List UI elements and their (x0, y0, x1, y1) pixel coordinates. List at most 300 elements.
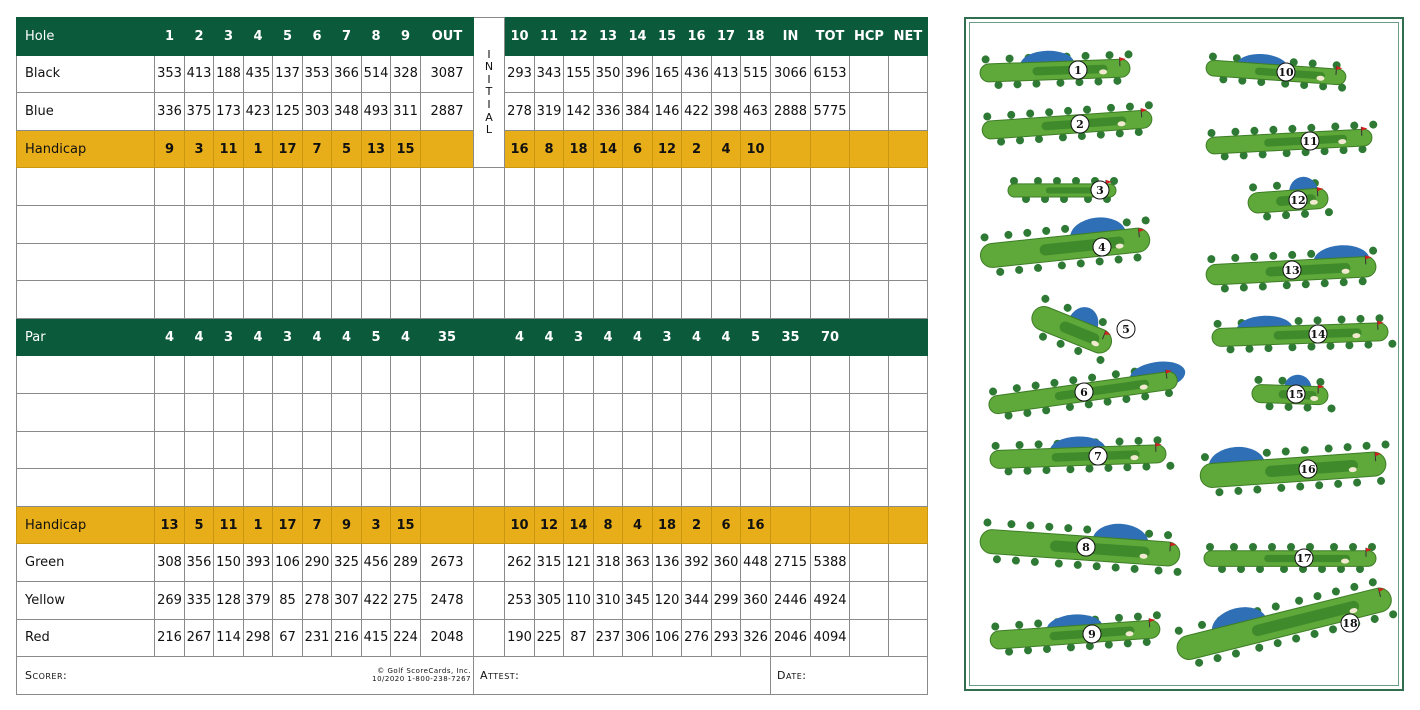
out-cell[interactable] (421, 243, 474, 281)
score-cell[interactable] (391, 431, 421, 469)
score-cell[interactable] (505, 243, 535, 281)
hole-number: 1 (155, 18, 185, 56)
hole-number-label: 8 (1082, 541, 1090, 554)
score-cell[interactable] (185, 243, 214, 281)
score-cell[interactable] (391, 393, 421, 431)
score-cell[interactable] (273, 431, 303, 469)
tree-icon (1107, 104, 1116, 113)
tree-icon (1302, 280, 1310, 288)
cell-out: 2673 (421, 544, 474, 582)
total-cell[interactable] (889, 205, 928, 243)
score-cell[interactable] (682, 243, 712, 281)
score-cell[interactable] (535, 243, 564, 281)
cell-hole-3: 11 (214, 130, 244, 168)
score-cell[interactable] (712, 168, 741, 206)
cell-hole-6: 7 (303, 130, 332, 168)
score-cell[interactable] (594, 205, 623, 243)
total-cell[interactable] (850, 393, 889, 431)
copyright-line: © Golf ScoreCards, Inc. (377, 667, 471, 676)
score-cell[interactable] (594, 393, 623, 431)
score-cell[interactable] (155, 281, 185, 319)
tree-icon (1281, 447, 1290, 456)
score-cell[interactable] (535, 356, 564, 394)
cell-hole-12: 87 (564, 619, 594, 657)
copyright-line: 10/2020 1-800-238-7267 (372, 675, 471, 684)
total-cell[interactable] (889, 469, 928, 507)
score-cell[interactable] (214, 393, 244, 431)
score-cell[interactable] (564, 168, 594, 206)
total-cell[interactable] (811, 281, 850, 319)
player-name-cell[interactable] (17, 431, 155, 469)
total-cell[interactable] (771, 243, 811, 281)
tree-icon (1114, 255, 1123, 264)
score-cell[interactable] (273, 205, 303, 243)
hole-number: 9 (391, 18, 421, 56)
score-cell[interactable] (564, 469, 594, 507)
cell-tot: 5388 (811, 544, 850, 582)
score-cell[interactable] (712, 281, 741, 319)
initial-cell[interactable] (474, 431, 505, 469)
tree-icon (1375, 314, 1383, 322)
out-cell[interactable] (421, 393, 474, 431)
total-cell[interactable] (850, 469, 889, 507)
score-cell[interactable] (214, 431, 244, 469)
total-cell[interactable] (771, 168, 811, 206)
score-cell[interactable] (594, 168, 623, 206)
score-cell[interactable] (505, 356, 535, 394)
hole-number-label: 4 (1098, 241, 1106, 254)
score-cell[interactable] (303, 205, 332, 243)
score-cell[interactable] (682, 356, 712, 394)
total-cell[interactable] (889, 281, 928, 319)
player-name-cell[interactable] (17, 205, 155, 243)
score-entry-row (17, 168, 928, 206)
hole-number: 14 (623, 18, 653, 56)
score-cell[interactable] (244, 281, 273, 319)
total-cell[interactable] (850, 431, 889, 469)
tree-icon (1334, 480, 1343, 489)
tree-icon (1061, 224, 1070, 233)
cell-hole-8: 422 (362, 581, 391, 619)
score-cell[interactable] (303, 243, 332, 281)
score-cell[interactable] (535, 205, 564, 243)
total-cell[interactable] (850, 281, 889, 319)
score-cell[interactable] (303, 168, 332, 206)
score-cell[interactable] (362, 281, 391, 319)
score-cell[interactable] (214, 469, 244, 507)
total-cell[interactable] (889, 356, 928, 394)
score-cell[interactable] (391, 205, 421, 243)
tree-icon (1362, 442, 1371, 451)
scorer-field[interactable] (17, 657, 474, 695)
score-cell[interactable] (594, 469, 623, 507)
cell-in: 2715 (771, 544, 811, 582)
score-cell[interactable] (155, 243, 185, 281)
score-cell[interactable] (535, 469, 564, 507)
score-cell[interactable] (273, 281, 303, 319)
score-cell[interactable] (303, 393, 332, 431)
tree-icon (1034, 619, 1043, 628)
tree-icon (1153, 611, 1162, 620)
tree-icon (1207, 129, 1215, 137)
score-cell[interactable] (682, 205, 712, 243)
score-cell[interactable] (505, 393, 535, 431)
cell-hole-11: 305 (535, 581, 564, 619)
score-cell[interactable] (273, 168, 303, 206)
score-cell[interactable] (623, 243, 653, 281)
out-cell[interactable] (421, 168, 474, 206)
cell-hole-4: 298 (244, 619, 273, 657)
cell-hole-1: 353 (155, 55, 185, 93)
out-cell[interactable] (421, 356, 474, 394)
score-cell[interactable] (741, 431, 771, 469)
score-cell[interactable] (214, 281, 244, 319)
score-cell[interactable] (244, 393, 273, 431)
total-cell[interactable] (850, 356, 889, 394)
hole-number-label: 2 (1076, 118, 1084, 131)
initial-cell[interactable] (474, 168, 505, 206)
tree-icon (1115, 437, 1123, 445)
cell-hole-3: 188 (214, 55, 244, 93)
initial-letter: A (485, 110, 493, 124)
score-cell[interactable] (303, 431, 332, 469)
total-cell[interactable] (850, 243, 889, 281)
tree-icon (1343, 443, 1352, 452)
tree-icon (1350, 582, 1360, 592)
row-green (17, 544, 928, 582)
score-cell[interactable] (741, 243, 771, 281)
score-cell[interactable] (623, 205, 653, 243)
score-cell[interactable] (155, 356, 185, 394)
total-cell[interactable] (811, 393, 850, 431)
score-cell[interactable] (391, 356, 421, 394)
total-cell[interactable] (771, 469, 811, 507)
score-cell[interactable] (682, 469, 712, 507)
score-cell[interactable] (564, 356, 594, 394)
total-cell[interactable] (771, 281, 811, 319)
score-cell[interactable] (391, 168, 421, 206)
score-cell[interactable] (741, 356, 771, 394)
hole-number-label: 11 (1302, 135, 1318, 148)
score-cell[interactable] (332, 168, 362, 206)
score-cell[interactable] (155, 469, 185, 507)
score-cell[interactable] (244, 356, 273, 394)
tree-icon (1253, 485, 1262, 494)
total-cell[interactable] (811, 431, 850, 469)
cell-hole-10: 190 (505, 619, 535, 657)
total-cell[interactable] (811, 205, 850, 243)
score-cell[interactable] (155, 393, 185, 431)
cell-hole-10: 16 (505, 130, 535, 168)
par-value: 4 (535, 318, 564, 356)
score-cell[interactable] (362, 168, 391, 206)
score-cell[interactable] (682, 168, 712, 206)
score-cell[interactable] (214, 243, 244, 281)
score-cell[interactable] (712, 243, 741, 281)
score-cell[interactable] (535, 431, 564, 469)
score-cell[interactable] (185, 393, 214, 431)
score-cell[interactable] (564, 281, 594, 319)
score-cell[interactable] (155, 168, 185, 206)
score-cell[interactable] (535, 393, 564, 431)
score-cell[interactable] (244, 469, 273, 507)
score-cell[interactable] (391, 469, 421, 507)
player-name-cell[interactable] (17, 281, 155, 319)
hole-number-label: 6 (1080, 386, 1088, 399)
total-cell[interactable] (771, 205, 811, 243)
cell-hole-8: 13 (362, 130, 391, 168)
total-cell[interactable] (889, 168, 928, 206)
score-cell[interactable] (712, 431, 741, 469)
score-cell[interactable] (273, 356, 303, 394)
tree-icon (993, 555, 1002, 564)
score-cell[interactable] (682, 281, 712, 319)
score-cell[interactable] (185, 469, 214, 507)
cell-hole-3: 114 (214, 619, 244, 657)
score-cell[interactable] (332, 393, 362, 431)
score-cell[interactable] (155, 205, 185, 243)
tree-icon (1350, 121, 1358, 129)
score-cell[interactable] (712, 356, 741, 394)
score-cell[interactable] (332, 281, 362, 319)
score-cell[interactable] (741, 205, 771, 243)
cell-net (889, 130, 928, 168)
total-cell[interactable] (850, 168, 889, 206)
out-cell[interactable] (421, 431, 474, 469)
cell-in: 2888 (771, 93, 811, 131)
score-cell[interactable] (362, 431, 391, 469)
tree-icon (1015, 621, 1024, 630)
score-cell[interactable] (653, 281, 682, 319)
tree-icon (1269, 252, 1277, 260)
score-cell[interactable] (214, 205, 244, 243)
initial-cell[interactable] (474, 393, 505, 431)
total-cell[interactable] (771, 431, 811, 469)
score-cell[interactable] (535, 168, 564, 206)
score-cell[interactable] (653, 469, 682, 507)
score-cell[interactable] (623, 431, 653, 469)
tree-icon (1026, 109, 1035, 118)
cell-tot (811, 130, 850, 168)
score-cell[interactable] (564, 205, 594, 243)
score-cell[interactable] (332, 243, 362, 281)
total-cell[interactable] (889, 243, 928, 281)
score-cell[interactable] (594, 281, 623, 319)
score-cell[interactable] (535, 281, 564, 319)
score-cell[interactable] (505, 281, 535, 319)
tree-icon (1076, 259, 1085, 268)
tree-icon (1015, 266, 1024, 275)
score-cell[interactable] (185, 168, 214, 206)
row-label: Handicap (17, 130, 155, 168)
hole-number: 7 (332, 18, 362, 56)
score-cell[interactable] (244, 431, 273, 469)
cell-hole-5: 17 (273, 130, 303, 168)
cell-hcp (850, 544, 889, 582)
score-cell[interactable] (712, 469, 741, 507)
score-cell[interactable] (653, 356, 682, 394)
tree-icon (1134, 612, 1143, 621)
initial-cell[interactable] (474, 243, 505, 281)
cell-hole-8: 456 (362, 544, 391, 582)
hole-diagram (1171, 571, 1398, 671)
score-cell[interactable] (303, 469, 332, 507)
cell-hole-14: 345 (623, 581, 653, 619)
tree-icon (1031, 381, 1040, 390)
score-cell[interactable] (741, 168, 771, 206)
score-cell[interactable] (712, 393, 741, 431)
score-cell[interactable] (214, 356, 244, 394)
score-cell[interactable] (391, 281, 421, 319)
score-entry-row (17, 356, 928, 394)
hole-diagram (981, 101, 1155, 147)
score-cell[interactable] (682, 393, 712, 431)
cell-in: 2046 (771, 619, 811, 657)
tree-icon (1288, 251, 1296, 259)
score-cell[interactable] (244, 243, 273, 281)
tree-icon (1273, 181, 1282, 190)
tree-icon (1083, 105, 1092, 114)
initial-cell[interactable] (474, 205, 505, 243)
score-cell[interactable] (273, 469, 303, 507)
out-cell[interactable] (421, 469, 474, 507)
score-cell[interactable] (623, 356, 653, 394)
tree-icon (1250, 253, 1258, 261)
score-cell[interactable] (653, 243, 682, 281)
par-value: 4 (155, 318, 185, 356)
score-cell[interactable] (505, 168, 535, 206)
total-cell[interactable] (771, 356, 811, 394)
score-cell[interactable] (564, 431, 594, 469)
score-cell[interactable] (741, 393, 771, 431)
score-cell[interactable] (332, 431, 362, 469)
player-name-cell[interactable] (17, 356, 155, 394)
cell-hole-15: 146 (653, 93, 682, 131)
tot-header: TOT (811, 18, 850, 56)
hole-diagram (1211, 311, 1396, 354)
score-cell[interactable] (623, 469, 653, 507)
cell-hole-16: 2 (682, 506, 712, 544)
score-cell[interactable] (185, 281, 214, 319)
score-cell[interactable] (185, 431, 214, 469)
hole-diagrams (966, 19, 1402, 689)
score-cell[interactable] (391, 243, 421, 281)
score-cell[interactable] (623, 393, 653, 431)
tree-icon (1133, 253, 1142, 262)
total-cell[interactable] (811, 243, 850, 281)
par-value: 3 (564, 318, 594, 356)
tree-icon (1012, 556, 1021, 565)
cell-hole-3: 173 (214, 93, 244, 131)
score-cell[interactable] (741, 281, 771, 319)
total-cell[interactable] (889, 431, 928, 469)
score-cell[interactable] (362, 393, 391, 431)
total-cell[interactable] (811, 168, 850, 206)
initial-cell[interactable] (474, 281, 505, 319)
tree-icon (1370, 614, 1380, 624)
out-cell[interactable] (421, 205, 474, 243)
score-cell[interactable] (303, 356, 332, 394)
score-cell[interactable] (244, 168, 273, 206)
score-cell[interactable] (332, 469, 362, 507)
cell-hole-6: 290 (303, 544, 332, 582)
score-cell[interactable] (594, 431, 623, 469)
score-cell[interactable] (362, 469, 391, 507)
score-cell[interactable] (362, 356, 391, 394)
score-cell[interactable] (362, 243, 391, 281)
score-cell[interactable] (564, 393, 594, 431)
score-cell[interactable] (682, 431, 712, 469)
score-cell[interactable] (623, 168, 653, 206)
score-cell[interactable] (332, 356, 362, 394)
score-cell[interactable] (505, 205, 535, 243)
total-cell[interactable] (771, 393, 811, 431)
total-cell[interactable] (811, 356, 850, 394)
score-cell[interactable] (362, 205, 391, 243)
score-cell[interactable] (155, 431, 185, 469)
attest-label: Attest: (480, 668, 520, 682)
player-name-cell[interactable] (17, 393, 155, 431)
out-cell[interactable] (421, 281, 474, 319)
date-field[interactable] (771, 657, 928, 695)
score-cell[interactable] (214, 168, 244, 206)
total-cell[interactable] (889, 393, 928, 431)
par-value: 4 (594, 318, 623, 356)
score-cell[interactable] (185, 205, 214, 243)
tree-icon (1145, 101, 1154, 110)
score-cell[interactable] (653, 393, 682, 431)
score-cell[interactable] (505, 431, 535, 469)
score-cell[interactable] (653, 431, 682, 469)
initial-cell[interactable] (474, 469, 505, 507)
score-cell[interactable] (653, 168, 682, 206)
score-cell[interactable] (185, 356, 214, 394)
tree-icon (996, 268, 1005, 277)
score-cell[interactable] (712, 205, 741, 243)
score-cell[interactable] (273, 393, 303, 431)
score-cell[interactable] (303, 281, 332, 319)
score-cell[interactable] (332, 205, 362, 243)
cell-hole-17: 6 (712, 506, 741, 544)
score-cell[interactable] (564, 243, 594, 281)
cell-hole-14: 306 (623, 619, 653, 657)
cell-hole-1: 216 (155, 619, 185, 657)
score-cell[interactable] (594, 243, 623, 281)
tree-icon (1209, 52, 1218, 61)
cell-in (771, 506, 811, 544)
score-cell[interactable] (653, 205, 682, 243)
player-name-cell[interactable] (17, 168, 155, 206)
cell-hole-16: 2 (682, 130, 712, 168)
total-cell[interactable] (850, 205, 889, 243)
score-cell[interactable] (623, 281, 653, 319)
hole-number: 8 (362, 18, 391, 56)
score-cell[interactable] (594, 356, 623, 394)
score-cell[interactable] (741, 469, 771, 507)
initial-cell[interactable] (474, 356, 505, 394)
score-cell[interactable] (244, 205, 273, 243)
player-name-cell[interactable] (17, 243, 155, 281)
tree-icon (1294, 596, 1304, 606)
total-cell[interactable] (811, 469, 850, 507)
score-cell[interactable] (273, 243, 303, 281)
cell-hole-15: 106 (653, 619, 682, 657)
attest-field[interactable] (474, 657, 771, 695)
score-cell[interactable] (505, 469, 535, 507)
tree-icon (1007, 520, 1016, 529)
player-name-cell[interactable] (17, 469, 155, 507)
cell-hole-14: 4 (623, 506, 653, 544)
